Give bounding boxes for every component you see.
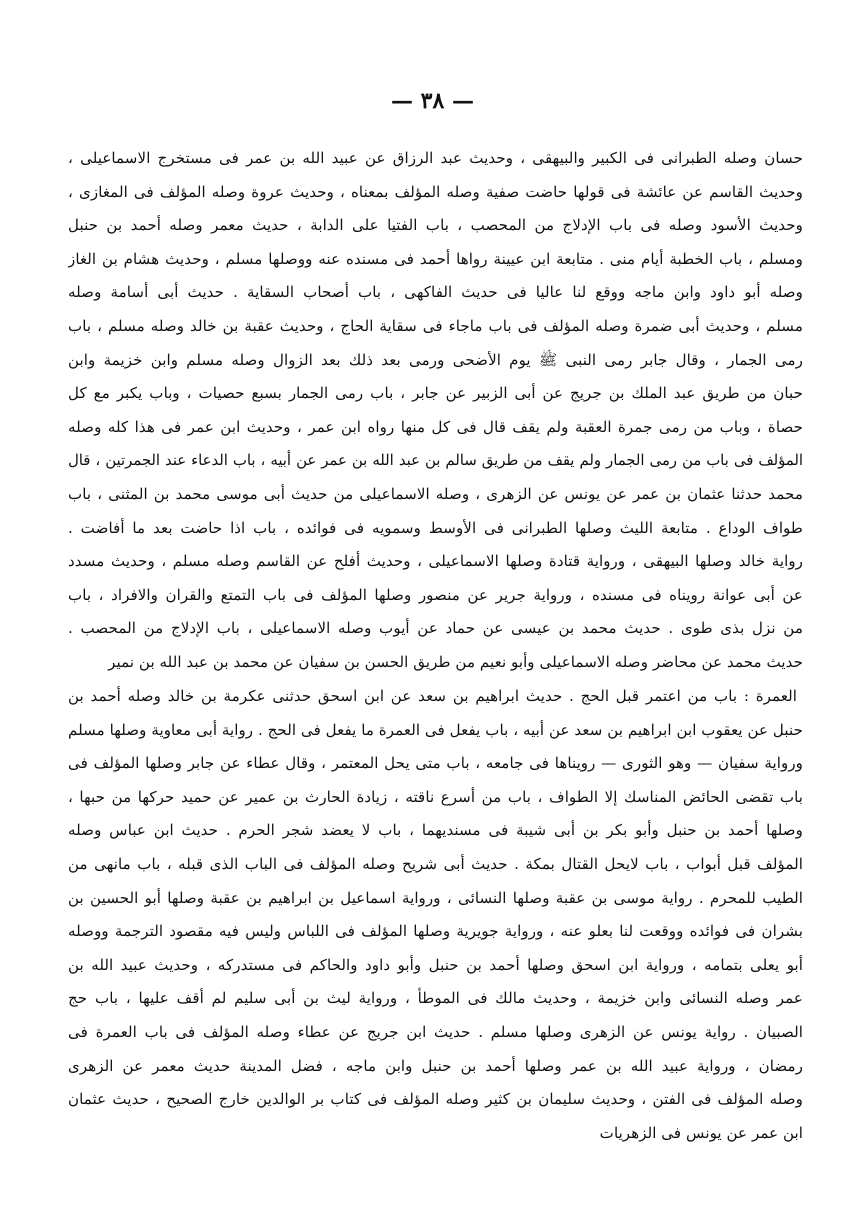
text-line: مسلم ، وحديث أبى ضمرة وصله المؤلف فى باب ماجاء فى سقاية الحاج ، وحديث عقبة بن خالد وصله مسلم ، باب (68, 316, 803, 335)
paragraph-hajj-chapters (68, 142, 803, 680)
text-line: أبو يعلى بتمامه ، ورواية ابن اسحق وصلها أحمد بن حنبل وأبو داود والحاكم فى مستدركه ، وحديث عبيد الله بن (68, 955, 803, 974)
text-line: المؤلف فى باب من رمى الجمار ولم يقف من طريق سالم بن عبد الله بن عمر عن أبيه ، باب الدعاء عند الجمرتين ، قال (68, 452, 803, 470)
text-line: حنبل عن يعقوب ابن ابراهيم بن سعد عن أبيه ، باب يفعل فى العمرة ما يفعل فى الحج . رواية أبى معاوية وصلها مسلم (68, 720, 803, 739)
text-line: حسان وصله الطبرانى فى الكبير والبيهقى ، وحديث عبد الرزاق عن عبيد الله بن عمر فى مستخرج الاسماعيلى ، (68, 149, 803, 167)
text-line: العمرة : باب من اعتمر قبل الحج . حديث ابراهيم بن سعد عن ابن اسحق حدثنى عكرمة بن خالد وصله أحمد بن (68, 687, 797, 705)
text-line: حديث محمد عن محاضر وصله الاسماعيلى وأبو نعيم من طريق الحسن بن سفيان عن محمد بن عبد الله بن نمير (108, 652, 803, 671)
text-line: رمى الجمار ، وقال جابر رمى النبى ﷺ يوم الأضحى ورمى بعد ذلك بعد الزوال وصله مسلم وابن خزيمة وابن (68, 350, 803, 369)
text-line: وصله المؤلف فى الفتن ، وحديث سليمان بن كثير وصله المؤلف فى كتاب بر الوالدين خارج الصحيح ، حديث عثمان (68, 1090, 803, 1109)
text-line: وحديث القاسم عن عائشة فى قولها حاضت صفية وصله المؤلف بمعناه ، وحديث عروة وصله المؤلف فى المغازى ، (68, 182, 803, 201)
text-line: وصله أبو داود وابن ماجه ووقع لنا عاليا فى حديث الفاكهى ، باب أصحاب السقاية . حديث أبى أسامة وصله (68, 283, 803, 302)
text-line: وحديث الأسود وصله فى باب الإدلاج من المحصب ، باب الفتيا على الدابة ، حديث معمر وصله أحمد بن حنبل (68, 216, 803, 235)
text-line: حصاة ، وباب من رمى جمرة العقبة ولم يقف قال فى كل منها رواه ابن عمر ، وحديث ابن عمر فى هذا كله وصله (68, 417, 803, 436)
text-line: ورواية سفيان — وهو الثورى — رويناها فى جامعه ، باب متى يحل المعتمر ، وقال عطاء عن جابر وصلها المؤلف فى (68, 754, 803, 773)
text-line: الصبيان . رواية يونس عن الزهرى وصلها مسلم . حديث ابن جريج عن عطاء وصله المؤلف فى باب العمرة فى (68, 1022, 803, 1041)
text-line: محمد حدثنا عثمان بن عمر عن يونس عن الزهرى ، وصله الاسماعيلى من حديث أبى موسى محمد بن المثنى ، باب (68, 484, 803, 503)
paragraph-umrah-chapters (68, 680, 803, 1150)
text-line: المؤلف قبل أبواب ، باب لايحل القتال بمكة . حديث أبى شريح وصله المؤلف فى الباب الذى قبله ، باب مانهى من (68, 854, 803, 873)
text-line: بشران فى فوائده ووقعت لنا بعلو عنه ، ورواية جويرية وصلها المؤلف فى اللباس وليس فيه مقصود الترجمة ووصله (68, 922, 803, 941)
text-line: باب تقضى الحائض المناسك إلا الطواف ، باب من أسرع ناقته ، زيادة الحارث بن عمير عن حميد حركها من حبها ، (68, 787, 803, 806)
text-line: وصلها أحمد بن حنبل وأبو بكر بن أبى شيبة فى مسنديهما ، باب لا يعضد شجر الحرم . حديث ابن عباس وصله (68, 821, 803, 840)
text-line: الطيب للمحرم . رواية موسى بن عقبة وصلها النسائى ، ورواية اسماعيل بن ابراهيم بن عقبة وصلها أبو الحسين بن (68, 888, 803, 907)
text-line: رمضان ، ورواية عبيد الله بن عمر وصلها أحمد بن حنبل وابن ماجه ، فضل المدينة حديث معمر عن الزهرى (68, 1056, 803, 1075)
text-line: عن أبى عوانة رويناه فى مسنده ، ورواية جرير عن منصور وصلها المؤلف فى باب التمتع والقران والافراد ، باب (68, 585, 803, 604)
page-number: — ٣٨ — (391, 88, 474, 114)
text-line: رواية خالد وصلها البيهقى ، ورواية قتادة وصلها الاسماعيلى ، وحديث أفلح عن القاسم وصله مسلم ، وحديث مسدد (68, 552, 803, 571)
text-line: ومسلم ، باب الخطبة أيام منى . متابعة ابن عيينة رواها أحمد فى مسنده عنه ووصلها مسلم ، وحديث هشام بن الغاز (68, 249, 803, 268)
text-line: طواف الوداع . متابعة الليث وصلها الطبرانى فى الأوسط وسمويه فى فوائده ، باب اذا حاضت بعد ما أفاضت . (68, 518, 803, 537)
text-line: عمر وصله النسائى وابن خزيمة ، وحديث مالك فى الموطأ ، ورواية ليث بن أبى سليم لم أقف عليها ، باب حج (68, 989, 803, 1008)
text-line: حبان من طريق عبد الملك بن جريج عن أبى الزبير عن جابر ، باب رمى الجمار بسبع حصيات ، وباب يكبر مع كل (68, 384, 803, 403)
text-line: ابن عمر عن يونس فى الزهريات (599, 1123, 803, 1142)
text-line: من نزل بذى طوى . حديث محمد بن عيسى عن حماد عن أيوب وصله الاسماعيلى ، باب الإدلاج من المحصب . (68, 619, 803, 638)
